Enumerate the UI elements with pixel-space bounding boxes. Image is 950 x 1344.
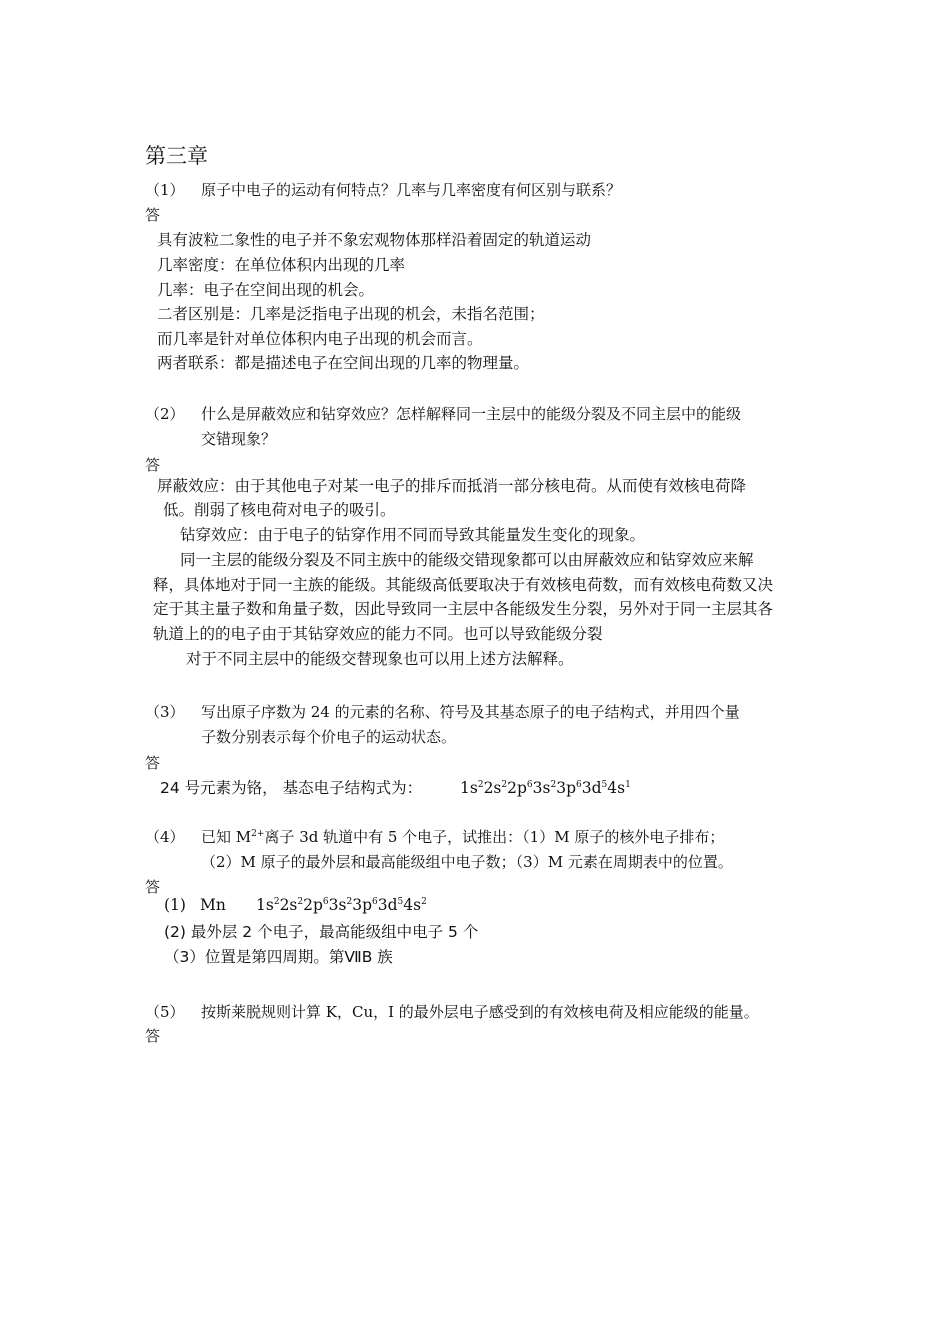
q4-config-orbital: 2p (303, 896, 323, 914)
question-3-line-2: 子数分别表示每个价电子的运动状态。 (201, 728, 457, 746)
answer-4-line-3: （3）位置是第四周期。第ⅦB 族 (164, 948, 393, 966)
question-4-charge: 2+ (251, 829, 265, 839)
q3-config-orbital: 4s (607, 779, 626, 797)
answer-4-electron-config (256, 896, 427, 914)
answer-2-line-3: 钻穿效应：由于电子的钻穿作用不同而导致其能量发生变化的现象。 (180, 526, 646, 544)
question-2-line-2: 交错现象？ (201, 430, 277, 448)
question-2-number: （2） (145, 405, 185, 423)
q3-config-orbital: 2p (507, 779, 527, 797)
q4-config-orbital-count: 6 (372, 896, 378, 907)
q4-config-orbital: 2s (279, 896, 298, 914)
question-3-number: （3） (145, 703, 185, 721)
question-4-line-2: （2）M 原子的最外层和最高能级组中电子数；（3）M 元素在周期表中的位置。 (201, 853, 733, 871)
q4-config-orbital: 3d (377, 896, 398, 914)
question-4-text-b: 离子 3d 轨道中有 5 个电子，试推出：（1）M 原子的核外电子排布； (264, 828, 725, 846)
answer-5-label: 答 (145, 1027, 161, 1045)
q4-config-orbital: 3p (352, 896, 373, 914)
question-2-text: 什么是屏蔽效应和钻穿效应？怎样解释同一主层中的能级分裂及不同主层中的能级 (201, 405, 742, 423)
answer-1-line-6: 两者联系：都是描述电子在空间出现的几率的物理量。 (157, 354, 530, 372)
question-3-line-1 (145, 701, 740, 722)
answer-4-element: Mn (200, 896, 226, 914)
q3-config-orbital-count: 5 (601, 779, 608, 790)
question-4-number: （4） (145, 828, 185, 846)
q3-config-orbital: 3p (556, 779, 577, 797)
answer-4-line-2: (2) 最外层 2 个电子，最高能级组中电子 5 个 (164, 923, 479, 941)
q4-config-orbital-count: 2 (297, 896, 304, 907)
q4-config-orbital-count: 2 (346, 896, 353, 907)
answer-2-line-1: 屏蔽效应：由于其他电子对某一电子的排斥而抵消一部分核电荷。从而使有效核电荷降 (157, 477, 747, 495)
question-3-text: 写出原子序数为 24 的元素的名称、符号及其基态原子的电子结构式，并用四个量 (201, 703, 740, 721)
q4-config-orbital: 1s (256, 896, 274, 914)
question-5-text: 按斯莱脱规则计算 K，Cu，I 的最外层电子感受到的有效核电荷及相应能级的能量。 (201, 1003, 759, 1021)
question-5-number: （5） (145, 1003, 185, 1021)
q4-config-orbital: 4s (403, 896, 422, 914)
q3-config-orbital-count: 2 (477, 779, 484, 790)
answer-1-line-2: 几率密度：在单位体积内出现的几率 (157, 256, 406, 274)
answer-1-line-5: 而几率是针对单位体积内电子出现的机会而言。 (157, 330, 483, 348)
answer-2-label: 答 (145, 456, 161, 474)
q3-config-orbital: 3d (581, 779, 602, 797)
q3-config-orbital-count: 2 (550, 779, 557, 790)
answer-1-line-1: 具有波粒二象性的电子并不象宏观物体那样沿着固定的轨道运动 (157, 231, 592, 249)
answer-2-line-8: 对于不同主层中的能级交替现象也可以用上述方法解释。 (186, 650, 574, 668)
answer-1-line-4: 二者区别是：几率是泛指电子出现的机会，未指名范围； (157, 305, 545, 323)
q4-config-orbital-count: 2 (273, 896, 280, 907)
q3-config-orbital-count: 1 (625, 779, 631, 790)
q3-config-orbital-count: 6 (526, 779, 533, 790)
answer-2-line-4: 同一主层的能级分裂及不同主族中的能级交错现象都可以由屏蔽效应和钻穿效应来解 (180, 551, 754, 569)
q3-config-orbital: 1s (460, 779, 478, 797)
answer-2-line-5: 释，具体地对于同一主族的能级。其能级高低要取决于有效核电荷数，而有效核电荷数又决 (153, 576, 774, 594)
question-2-line-1 (145, 403, 741, 424)
answer-3-line (160, 776, 631, 798)
chapter-title: 第三章 (145, 144, 208, 168)
answer-4-num-1: (1) (164, 896, 186, 914)
question-1-number: （1） (145, 181, 185, 199)
answer-4-line-1 (164, 896, 427, 914)
answer-3-label: 答 (145, 754, 161, 772)
q3-config-orbital: 2s (483, 779, 502, 797)
answer-3-electron-config (460, 779, 631, 797)
q4-config-orbital-count: 5 (397, 896, 404, 907)
answer-1-label: 答 (145, 206, 161, 224)
answer-2-line-6: 定于其主量子数和角量子数，因此导致同一主层中各能级发生分裂，另外对于同一主层其各 (153, 600, 774, 618)
q4-config-orbital: 3s (328, 896, 347, 914)
answer-4-label: 答 (145, 878, 161, 896)
answer-2-line-2: 低。削弱了核电荷对电子的吸引。 (163, 501, 396, 519)
q3-config-orbital: 3s (532, 779, 551, 797)
q4-config-orbital-count: 6 (322, 896, 329, 907)
question-1-text: 原子中电子的运动有何特点？几率与几率密度有何区别与联系？ (201, 181, 622, 199)
q3-config-orbital-count: 6 (576, 779, 582, 790)
question-5 (145, 1001, 759, 1022)
question-1 (145, 179, 621, 200)
q4-config-orbital-count: 2 (421, 896, 427, 907)
answer-2-line-7: 轨道上的的电子由于其钻穿效应的能力不同。也可以导致能级分裂 (153, 625, 603, 643)
question-4-text-a: 已知 M (201, 828, 252, 846)
answer-1-line-3: 几率：电子在空间出现的机会。 (157, 281, 375, 299)
q3-config-orbital-count: 2 (501, 779, 508, 790)
answer-3-prefix: 24 号元素为铬， 基态电子结构式为： (160, 779, 423, 797)
question-4-line-1 (145, 826, 724, 847)
